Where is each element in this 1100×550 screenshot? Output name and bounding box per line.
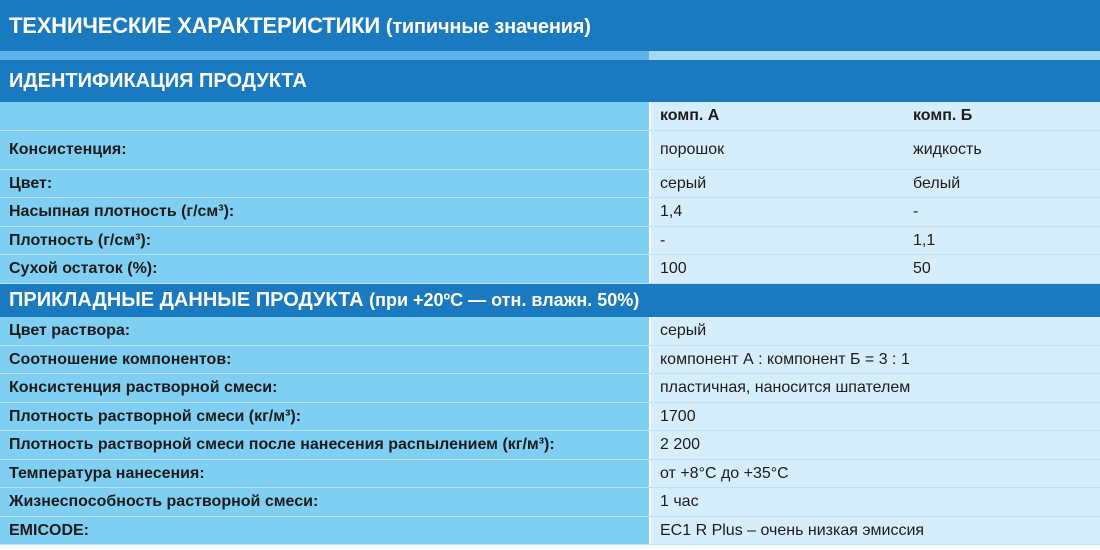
section-identification-title: ИДЕНТИФИКАЦИЯ ПРОДУКТА [9, 69, 307, 92]
table-row [0, 374, 1100, 403]
column-header-b: комп. Б [907, 102, 1100, 130]
row-value-a: 100 [649, 255, 907, 283]
row-value-a: порошок [649, 131, 907, 169]
table-row [0, 317, 1100, 346]
row-label: Цвет: [0, 170, 649, 197]
row-label: Консистенция: [0, 131, 649, 169]
page-title [9, 13, 591, 39]
section-identification-header [0, 60, 1100, 102]
table-row [0, 131, 1100, 170]
table-row [0, 346, 1100, 374]
row-value: 2 200 [649, 431, 1100, 459]
table-row [0, 517, 1100, 545]
row-value-b: 1,1 [907, 227, 1100, 254]
row-label: Жизнеспособность растворной смеси: [0, 488, 649, 516]
table-row [0, 403, 1100, 431]
row-value-b: 50 [907, 255, 1100, 283]
row-value: серый [649, 317, 1100, 345]
title-bar [0, 0, 1100, 51]
column-header-row [0, 102, 1100, 131]
row-value: от +8°C до +35°C [649, 460, 1100, 487]
table-row [0, 460, 1100, 488]
row-label: Насыпная плотность (г/см³): [0, 198, 649, 226]
row-label: EMICODE: [0, 517, 649, 544]
title-main: ТЕХНИЧЕСКИЕ ХАРАКТЕРИСТИКИ [9, 12, 380, 38]
divider-stripe-right [649, 51, 1100, 60]
column-header-empty [0, 102, 649, 130]
row-value-b: белый [907, 170, 1100, 197]
table-row [0, 431, 1100, 460]
column-header-a: комп. А [649, 102, 907, 130]
table-row [0, 170, 1100, 198]
row-value: EC1 R Plus – очень низкая эмиссия [649, 517, 1100, 544]
row-label: Сухой остаток (%): [0, 255, 649, 283]
row-label: Плотность растворной смеси (кг/м³): [0, 403, 649, 430]
table-row [0, 198, 1100, 227]
row-value: 1 час [649, 488, 1100, 516]
title-sub: (типичные значения) [385, 15, 591, 38]
row-label: Цвет раствора: [0, 317, 649, 345]
row-value-a: - [649, 227, 907, 254]
row-value-a: серый [649, 170, 907, 197]
table-row [0, 488, 1100, 517]
table-row [0, 255, 1100, 284]
row-value: 1700 [649, 403, 1100, 430]
row-label: Плотность (г/см³): [0, 227, 649, 254]
row-value: пластичная, наносится шпателем [649, 374, 1100, 402]
section-application-conditions: (при +20ºC — отн. влажн. 50%) [369, 290, 640, 310]
row-value-b: - [907, 198, 1100, 226]
divider-stripe-left [0, 51, 649, 60]
row-label: Консистенция растворной смеси: [0, 374, 649, 402]
section-application-header [0, 284, 1100, 317]
row-label: Плотность растворной смеси после нанесения распылением (кг/м³): [0, 431, 649, 459]
row-label: Температура нанесения: [0, 460, 649, 487]
divider-stripe [0, 51, 1100, 60]
row-value-b: жидкость [907, 131, 1100, 169]
row-value-a: 1,4 [649, 198, 907, 226]
row-label: Соотношение компонентов: [0, 346, 649, 373]
table-row [0, 227, 1100, 255]
section-application-title: ПРИКЛАДНЫЕ ДАННЫЕ ПРОДУКТА [9, 289, 364, 311]
row-value: компонент А : компонент Б = 3 : 1 [649, 346, 1100, 373]
